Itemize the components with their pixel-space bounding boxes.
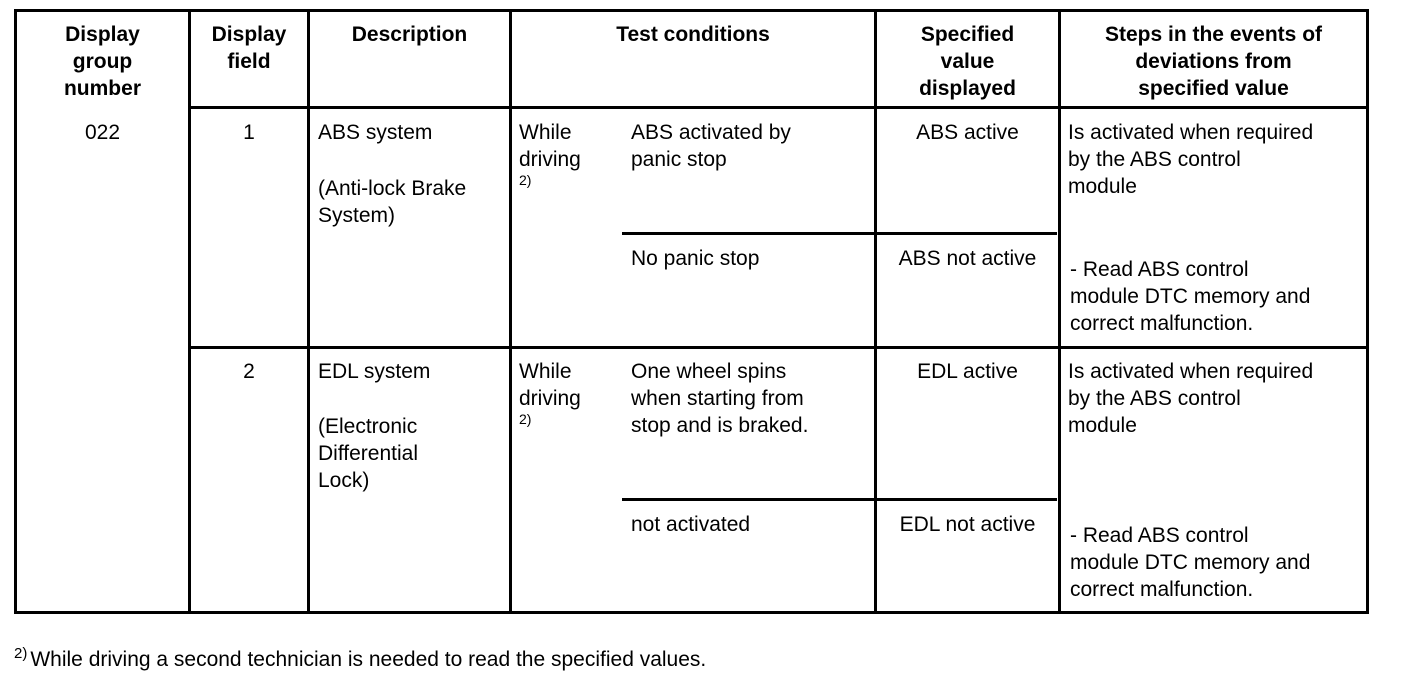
description-1-sub: (Anti-lock Brake System)	[318, 177, 467, 227]
header-divider	[188, 106, 1366, 109]
specified-value-2b: EDL not active	[899, 513, 1036, 536]
condition-2a: One wheel spins when starting from stop and is braked.	[631, 360, 809, 437]
header-description: Description	[351, 23, 468, 46]
column-divider	[509, 12, 512, 611]
condition-1a: ABS activated by panic stop	[631, 121, 791, 171]
header-specified-value: Specified value displayed	[919, 23, 1016, 100]
condition-1b: No panic stop	[631, 247, 760, 270]
header-display-field: Display field	[211, 23, 287, 73]
footnote	[14, 646, 706, 675]
description-2-sub: (Electronic Differential Lock)	[318, 415, 418, 492]
condition-2b: not activated	[631, 513, 751, 536]
footnote-text: While driving a second technician is needed to read the specified values.	[30, 648, 707, 671]
specified-value-1b: ABS not active	[898, 247, 1037, 270]
footnote-ref-1: 2)	[519, 172, 532, 188]
description-2: EDL system	[318, 360, 431, 383]
description-1: ABS system	[318, 121, 433, 144]
footnote-ref-2: 2)	[519, 411, 532, 427]
column-divider	[307, 12, 310, 611]
display-field-2: 2	[243, 360, 255, 383]
header-test-conditions: Test conditions	[616, 23, 770, 46]
subrow-divider	[622, 498, 1057, 501]
display-group-number: 022	[84, 121, 121, 144]
condition-label-2	[519, 358, 581, 439]
step-1b: - Read ABS control module DTC memory and correct malfunction.	[1070, 258, 1311, 335]
display-field-1: 1	[243, 121, 255, 144]
condition-label-1	[519, 119, 581, 200]
column-divider	[188, 12, 191, 611]
data-table	[14, 9, 1369, 614]
subrow-divider	[622, 232, 1057, 235]
specified-value-1a: ABS active	[916, 121, 1019, 144]
condition-label-2-text: While driving	[519, 360, 581, 410]
header-steps-on-deviation: Steps in the events of deviations from specified value	[1104, 23, 1323, 100]
footnote-mark: 2)	[14, 645, 28, 662]
condition-label-1-text: While driving	[519, 121, 581, 171]
header-display-group-number: Display group number	[63, 23, 141, 100]
step-2b: - Read ABS control module DTC memory and correct malfunction.	[1070, 524, 1311, 601]
step-1a: Is activated when required by the ABS control module	[1068, 121, 1314, 198]
row-divider	[188, 346, 1366, 349]
step-2a: Is activated when required by the ABS control module	[1068, 360, 1314, 437]
specified-value-2a: EDL active	[917, 360, 1018, 383]
